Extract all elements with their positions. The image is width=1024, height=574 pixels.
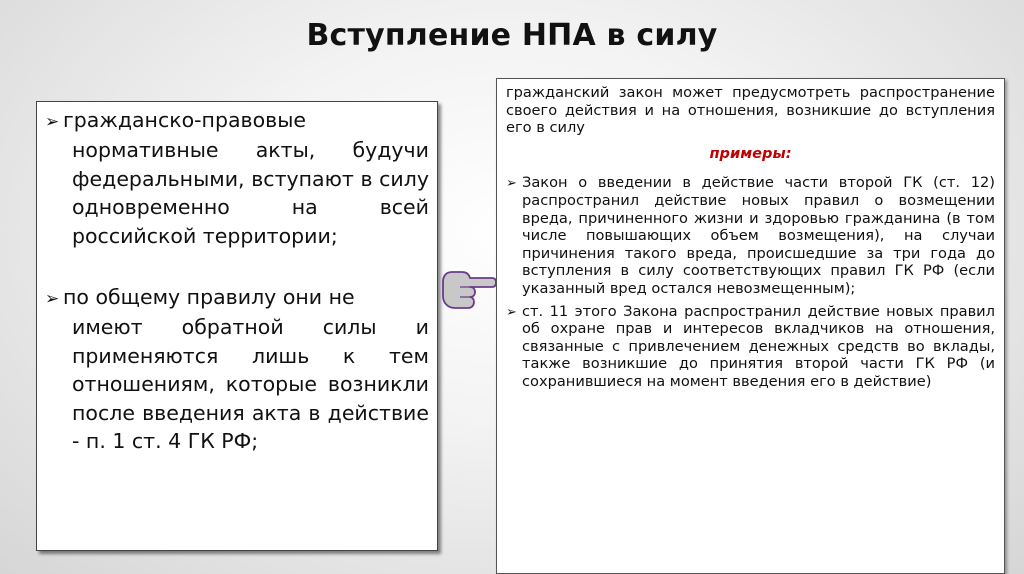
arrow-bullet-icon: ➢ — [506, 176, 517, 192]
left-item2-first-line: по общему правилу они не — [63, 285, 355, 310]
pointing-hand-icon — [440, 256, 496, 320]
example-1-text: Закон о введении в действие части второй ГК (ст. 12) распространил действие новых правил о возмещении вреда, причиненного жизни и здоровью гражданина (в том числе повышающих объем возмещения), на случаи причинения такого вреда, происшедшие за три года до вступления в силу соответствующих правил ГК РФ (если указанный вред остался невозмещенным); — [522, 174, 995, 297]
example-item — [506, 303, 995, 391]
left-bullet-item — [45, 283, 429, 455]
left-bullet-item — [45, 106, 429, 250]
examples-heading: примеры: — [709, 144, 792, 162]
right-text-box — [496, 78, 1005, 574]
arrow-bullet-icon: ➢ — [45, 112, 60, 132]
slide-title: Вступление НПА в силу — [306, 18, 718, 53]
left-item1-text: нормативные акты, будучи федеральными, вступают в силу одновременно на всей российской территории; — [72, 138, 429, 248]
example-2-text: ст. 11 этого Закона распространил действие новых правил об охране прав и интересов вкладчиков на отношения, связанные с привлечением денежных средств во вклады, также возникшие до принятия второй части ГК РФ (и сохранившиеся на момент введения его в действие) — [522, 302, 995, 390]
example-item — [506, 174, 995, 297]
arrow-bullet-icon: ➢ — [506, 304, 517, 320]
arrow-bullet-icon: ➢ — [45, 289, 60, 310]
left-item2-text: имеют обратной силы и применяются лишь к тем отношениям, которые возникли после введения акта в действие - п. 1 ст. 4 ГК РФ; — [72, 315, 429, 454]
left-text-box — [36, 101, 438, 551]
left-item1-first-line: гражданско-правовые — [63, 108, 307, 132]
intro-text: гражданский закон может предусмотреть распространение своего действия и на отношения, возникшие до вступления его в силу — [506, 84, 995, 137]
